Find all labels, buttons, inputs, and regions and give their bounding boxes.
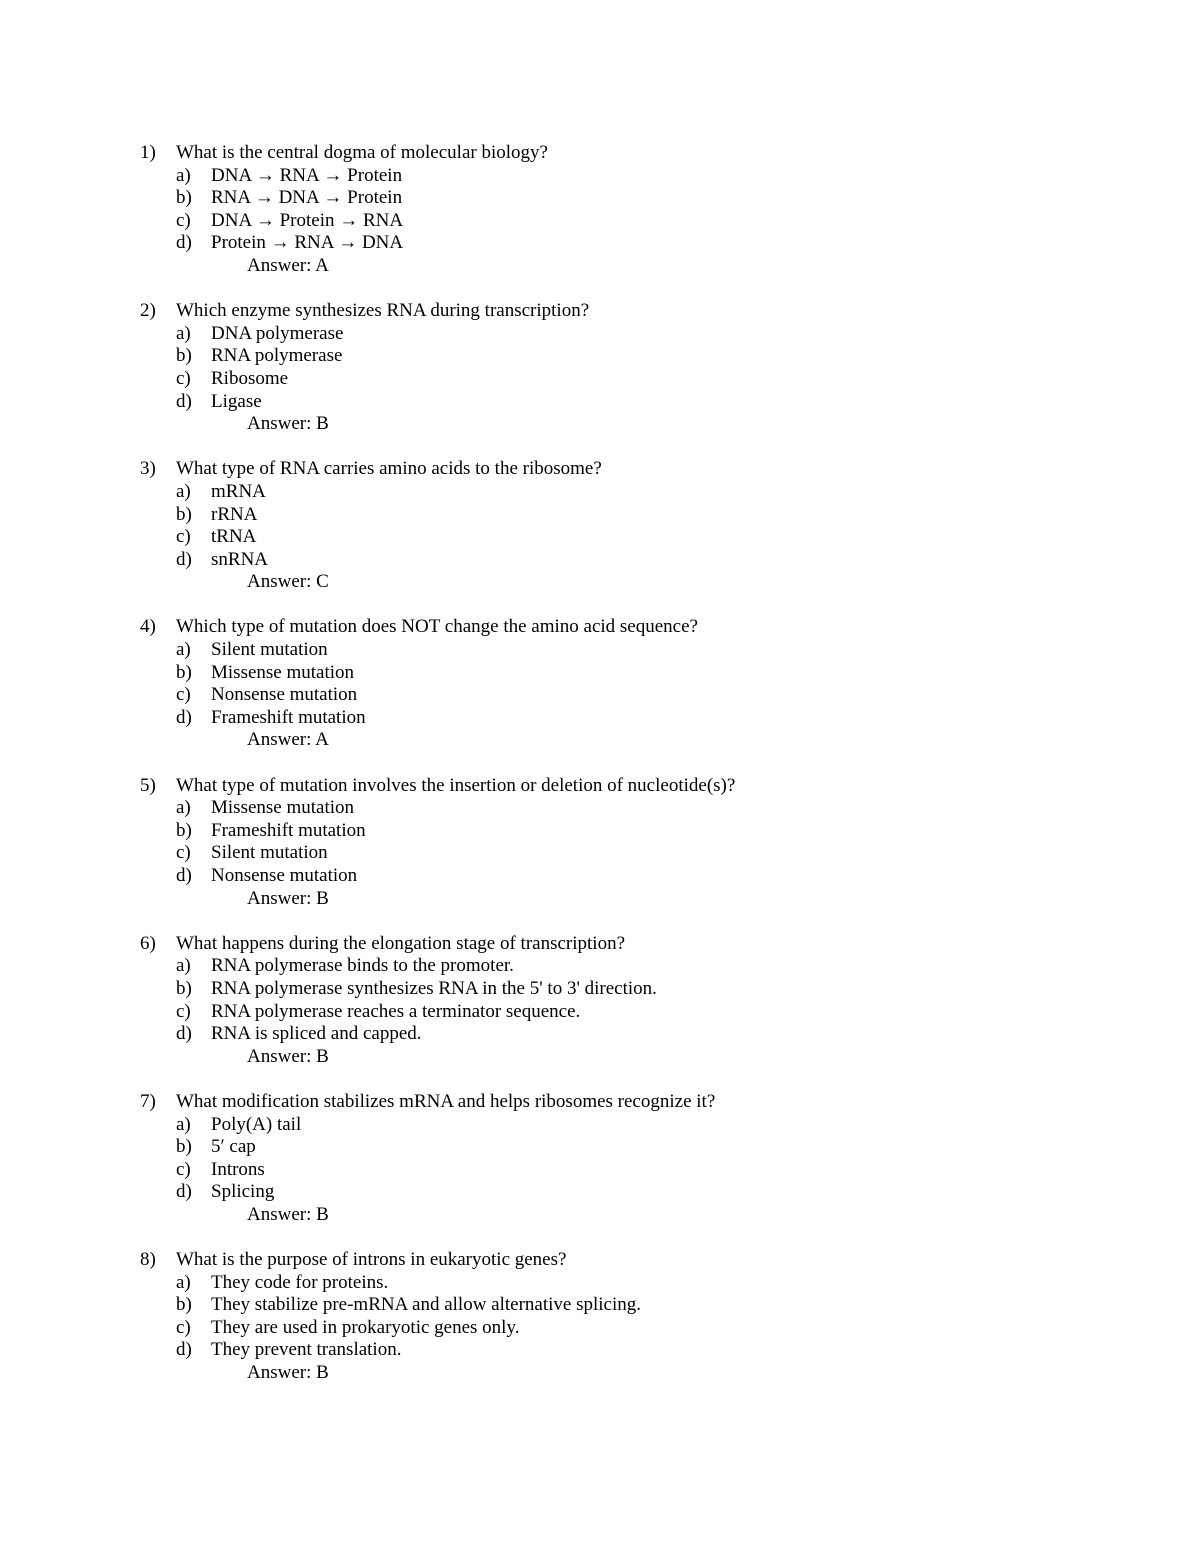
answer-key: Answer: C: [247, 571, 329, 593]
answer-option: [140, 662, 1040, 685]
answer-key: Answer: B: [247, 887, 329, 909]
answer-option: [140, 1159, 1040, 1182]
option-letter: c): [176, 842, 191, 864]
answer-option: [140, 820, 1040, 843]
question-line: [140, 1091, 1040, 1114]
answer-key: Answer: A: [247, 254, 329, 276]
answer-option: [140, 1272, 1040, 1295]
answer-option: [140, 639, 1040, 662]
answer-option: [140, 323, 1040, 346]
question-number: 3): [140, 458, 156, 480]
question-number: 1): [140, 142, 156, 163]
answer-line: [140, 1362, 1040, 1385]
option-text: DNA → RNA → Protein: [211, 164, 403, 186]
question-number: 4): [140, 616, 156, 638]
answer-line: [140, 1204, 1040, 1227]
option-text: DNA polymerase: [211, 322, 344, 344]
question-number: 8): [140, 1249, 156, 1271]
answer-option: [140, 1317, 1040, 1340]
option-text: RNA polymerase synthesizes RNA in the 5' to 3' direction.: [211, 977, 657, 999]
answer-option: [140, 865, 1040, 888]
option-text: RNA is spliced and capped.: [211, 1023, 422, 1045]
answer-key: Answer: B: [247, 1203, 329, 1225]
option-letter: b): [176, 187, 192, 209]
option-letter: d): [176, 1339, 192, 1361]
answer-option: [140, 684, 1040, 707]
option-letter: a): [176, 639, 191, 661]
question-line: [140, 616, 1040, 639]
answer-key: Answer: B: [247, 1362, 329, 1384]
option-letter: c): [176, 367, 191, 389]
answer-option: [140, 232, 1040, 255]
option-letter: d): [176, 706, 192, 728]
answer-option: [140, 368, 1040, 391]
question-number: 2): [140, 300, 156, 322]
option-letter: b): [176, 819, 192, 841]
question-line: [140, 142, 1040, 165]
answer-option: [140, 955, 1040, 978]
question-text: What modification stabilizes mRNA and helps ribosomes recognize it?: [176, 1090, 716, 1112]
answer-key: Answer: B: [247, 1045, 329, 1067]
answer-option: [140, 1136, 1040, 1159]
question-text: What type of mutation involves the insertion or deletion of nucleotide(s)?: [176, 774, 736, 796]
answer-option: [140, 1339, 1040, 1362]
option-text: DNA → Protein → RNA: [211, 209, 404, 231]
answer-option: [140, 1181, 1040, 1204]
option-text: Frameshift mutation: [211, 819, 366, 841]
answer-option: [140, 345, 1040, 368]
option-text: RNA polymerase: [211, 345, 343, 367]
answer-line: [140, 571, 1040, 594]
option-letter: a): [176, 1271, 191, 1293]
option-text: tRNA: [211, 526, 257, 548]
option-letter: c): [176, 209, 191, 231]
answer-option: [140, 797, 1040, 820]
option-text: RNA → DNA → Protein: [211, 187, 403, 209]
option-text: Protein → RNA → DNA: [211, 232, 404, 254]
option-letter: b): [176, 345, 192, 367]
answer-option: [140, 707, 1040, 730]
option-letter: c): [176, 684, 191, 706]
question-number: 6): [140, 932, 156, 954]
option-text: Ligase: [211, 390, 262, 412]
option-letter: b): [176, 1294, 192, 1316]
option-letter: c): [176, 1316, 191, 1338]
option-text: 5′ cap: [211, 1136, 256, 1158]
question-line: [140, 300, 1040, 323]
option-letter: d): [176, 1023, 192, 1045]
answer-option: [140, 978, 1040, 1001]
answer-option: [140, 549, 1040, 572]
option-letter: c): [176, 526, 191, 548]
option-letter: c): [176, 1000, 191, 1022]
question-line: [140, 458, 1040, 481]
question-block: [140, 142, 1040, 278]
option-text: Silent mutation: [211, 842, 328, 864]
option-text: They are used in prokaryotic genes only.: [211, 1316, 520, 1338]
question-text: What is the central dogma of molecular biology?: [176, 142, 548, 163]
question-line: [140, 775, 1040, 798]
option-text: Introns: [211, 1158, 265, 1180]
option-text: RNA polymerase binds to the promoter.: [211, 955, 514, 977]
question-block: [140, 300, 1040, 436]
option-letter: c): [176, 1158, 191, 1180]
option-text: RNA polymerase reaches a terminator sequence.: [211, 1000, 581, 1022]
option-letter: a): [176, 955, 191, 977]
answer-option: [140, 526, 1040, 549]
question-line: [140, 1249, 1040, 1272]
option-text: Missense mutation: [211, 797, 355, 819]
option-text: Splicing: [211, 1181, 275, 1203]
option-text: Nonsense mutation: [211, 865, 358, 886]
question-block: [140, 616, 1040, 752]
question-block: [140, 775, 1040, 911]
question-number: 7): [140, 1090, 156, 1112]
answer-key: Answer: B: [247, 413, 329, 435]
option-letter: a): [176, 797, 191, 819]
question-text: What type of RNA carries amino acids to the ribosome?: [176, 458, 602, 480]
answer-option: [140, 1023, 1040, 1046]
question-block: [140, 1249, 1040, 1385]
answer-line: [140, 1046, 1040, 1069]
question-text: What happens during the elongation stage of transcription?: [176, 932, 626, 954]
question-block: [140, 933, 1040, 1069]
option-text: They prevent translation.: [211, 1339, 402, 1361]
option-text: They code for proteins.: [211, 1271, 389, 1293]
option-text: Nonsense mutation: [211, 684, 358, 706]
question-text: Which enzyme synthesizes RNA during transcription?: [176, 300, 590, 322]
answer-key: Answer: A: [247, 729, 329, 751]
option-letter: a): [176, 1113, 191, 1135]
option-letter: d): [176, 1181, 192, 1203]
answer-line: [140, 888, 1040, 911]
option-letter: a): [176, 322, 191, 344]
answer-option: [140, 165, 1040, 188]
option-letter: d): [176, 390, 192, 412]
option-letter: b): [176, 503, 192, 525]
option-letter: a): [176, 480, 191, 502]
option-text: They stabilize pre-mRNA and allow alternative splicing.: [211, 1294, 642, 1316]
option-letter: b): [176, 977, 192, 999]
answer-line: [140, 255, 1040, 278]
option-letter: a): [176, 164, 191, 186]
option-letter: d): [176, 232, 192, 254]
answer-option: [140, 504, 1040, 527]
question-list: [140, 142, 1040, 1407]
option-text: Missense mutation: [211, 661, 355, 683]
option-text: Frameshift mutation: [211, 706, 366, 728]
answer-option: [140, 1294, 1040, 1317]
option-text: Ribosome: [211, 367, 289, 389]
answer-option: [140, 187, 1040, 210]
option-letter: d): [176, 548, 192, 570]
question-block: [140, 1091, 1040, 1227]
option-text: rRNA: [211, 503, 258, 525]
question-text: What is the purpose of introns in eukaryotic genes?: [176, 1249, 567, 1271]
question-number: 5): [140, 774, 156, 796]
question-text: Which type of mutation does NOT change the amino acid sequence?: [176, 616, 698, 638]
answer-option: [140, 1001, 1040, 1024]
option-letter: b): [176, 661, 192, 683]
answer-line: [140, 413, 1040, 436]
answer-line: [140, 729, 1040, 752]
option-text: Poly(A) tail: [211, 1113, 302, 1135]
option-text: Silent mutation: [211, 639, 328, 661]
answer-option: [140, 210, 1040, 233]
option-text: mRNA: [211, 480, 266, 502]
question-line: [140, 933, 1040, 956]
answer-option: [140, 391, 1040, 414]
answer-option: [140, 1114, 1040, 1137]
question-block: [140, 458, 1040, 594]
answer-option: [140, 481, 1040, 504]
option-letter: b): [176, 1136, 192, 1158]
option-text: snRNA: [211, 548, 269, 570]
option-letter: d): [176, 865, 192, 886]
answer-option: [140, 842, 1040, 865]
